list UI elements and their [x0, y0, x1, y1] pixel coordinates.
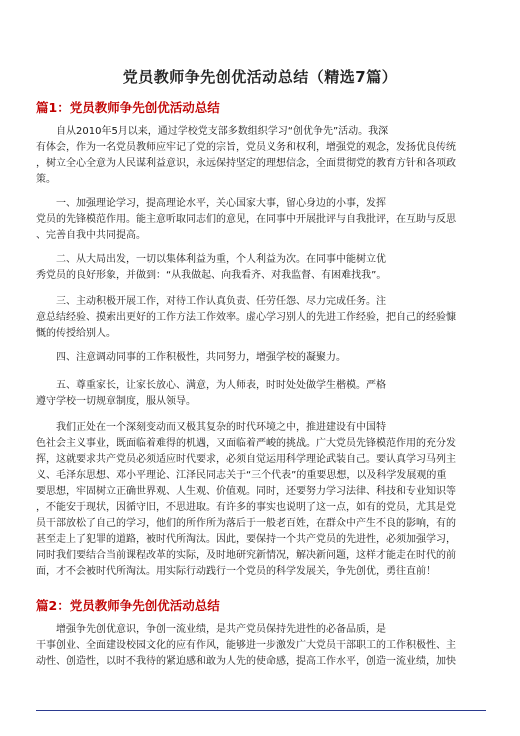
text-line: 我们正处在一个深刻变动而又极其复杂的时代环境之中，推进建设有中国特 — [56, 422, 386, 433]
text-line: ，树立全心全意为人民谋利益意识，永远保持坚定的理想信念，全面贯彻党的教育方针和各项政 — [36, 158, 456, 169]
paragraph — [36, 196, 486, 244]
text-line: 自从2010年5月以来，通过学校党支部多数组织学习“创优争先”活动。我深 — [56, 126, 389, 137]
text-line: 三、主动积极开展工作，对待工作认真负责、任劳任怨、尽力完成任务。注 — [56, 296, 386, 307]
text-line: 员干部放松了自己的学习，他们的所作所为落后于一般老百姓，在群众中产生不良的影响，有的 — [36, 518, 456, 529]
text-line: 挥，这就要求共产党员必须适应时代要求，必须自觉运用科学理论武装自己。要认真学习马列主 — [36, 454, 456, 465]
footer-divider — [36, 710, 486, 711]
document-title: 党员教师争先创优活动总结（精选7篇） — [122, 68, 398, 86]
text-line: 遵守学校一切规章制度，服从领导。 — [36, 396, 196, 407]
text-line: 一、加强理论学习，提高理论水平，关心国家大事，留心身边的小事，发挥 — [56, 198, 386, 209]
paragraph — [36, 420, 486, 580]
section-heading: 篇1：党员教师争先创优活动总结 — [36, 100, 220, 115]
text-line: 五、尊重家长，让家长放心、满意，为人师表，时时处处做学生楷模。严格 — [56, 380, 386, 391]
text-line: 增强争先创优意识，争创一流业绩，是共产党员保持先进性的必备品质，是 — [56, 624, 386, 635]
text-line: 干事创业、全面建设校园文化的应有作风，能够进一步激发广大党员干部职工的工作积极性、主 — [36, 640, 456, 651]
text-line: 要思想，牢固树立正确世界观、人生观、价值观。同时，还要努力学习法律、科技和专业知识等 — [36, 486, 456, 497]
section-heading: 篇2：党员教师争先创优活动总结 — [36, 598, 220, 613]
paragraph — [36, 378, 486, 410]
text-line: 色社会主义事业，既面临着难得的机遇，又面临着严峻的挑战。广大党员先锋模范作用的充分发 — [36, 438, 456, 449]
text-line: 策。 — [36, 174, 56, 185]
text-line: 秀党员的良好形象，并做到：“从我做起、向我看齐、对我监督、有困难找我”。 — [36, 270, 387, 281]
text-line: ，不能安于现状，因循守旧，不思进取。有许多的事实也说明了这一点，如有的党员，尤其是党 — [36, 502, 456, 513]
text-line: 义、毛泽东思想、邓小平理论、江泽民同志关于“三个代表”的重要思想，以及科学发展观的重 — [36, 470, 447, 481]
text-line: 党员的先锋模范作用。能主意听取同志们的意见，在同事中开展批评与自我批评，在互助与反思 — [36, 214, 456, 225]
text-line: 意总结经验、摸索出更好的工作方法工作效率。虚心学习别人的先进工作经验，把自己的经验慷 — [36, 312, 456, 323]
text-line: 动性、创造性，以时不我待的紧迫感和敢为人先的使命感，提高工作水平，创造一流业绩，加快 — [36, 656, 456, 667]
paragraph — [36, 124, 486, 188]
text-line: 二、从大局出发，一切以集体利益为重，个人利益为次。在同事中能树立优 — [56, 254, 386, 265]
paragraph — [36, 350, 486, 366]
text-line: 慨的传授给别人。 — [36, 328, 116, 339]
text-line: 四、注意调动同事的工作积极性，共同努力，增强学校的凝聚力。 — [56, 352, 346, 363]
text-line: 甚至走上了犯罪的道路，被时代所淘汰。因此，要保持一个共产党员的先进性，必须加强学习， — [36, 534, 456, 545]
text-line: 、完善自我中共同提高。 — [36, 230, 146, 241]
text-line: 有体会，作为一名党员教师应牢记了党的宗旨，党员义务和权利，增强党的观念，发扬优良传统 — [36, 142, 456, 153]
text-line: 同时我们要结合当前课程改革的实际，及时地研究新情况，解决新问题，这样才能走在时代的前 — [36, 550, 456, 561]
text-line: 面，才不会被时代所淘汰。用实际行动践行一个党员的科学发展关，争先创优，勇往直前！ — [36, 566, 436, 577]
paragraph — [36, 622, 486, 670]
paragraph — [36, 252, 486, 284]
paragraph — [36, 294, 486, 342]
